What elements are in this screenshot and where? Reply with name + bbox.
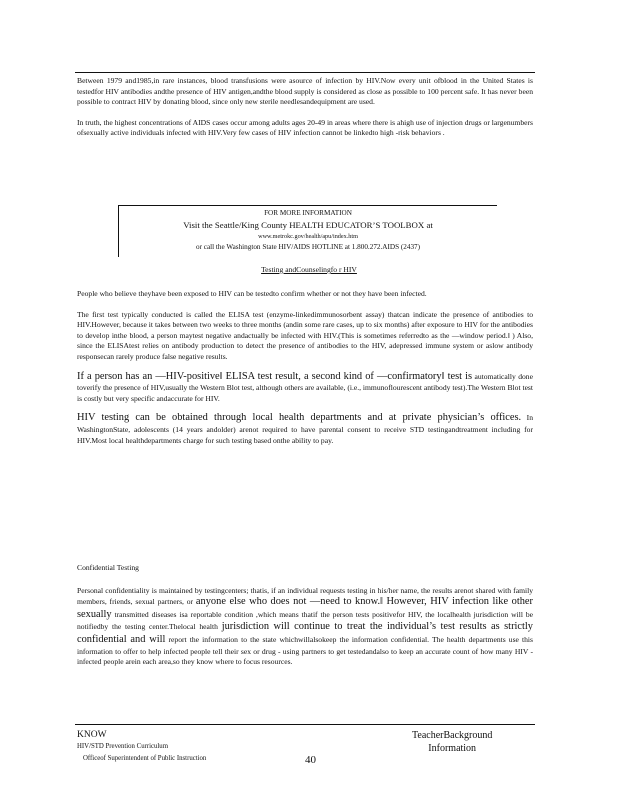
- confidential-text-4: jurisdiction will continue to treat the individual’s test results as strictly confidential and will: [77, 621, 533, 645]
- confidential-text-3: transmitted diseases isa reportable condition ,which means thatif the person tests positivefor HIV, the localhealth jurisdiction will be notifiedby the testing center.Thelocal health: [77, 609, 533, 632]
- page-number: 40: [305, 754, 316, 766]
- info-box-heading: FOR MORE INFORMATION: [264, 209, 352, 217]
- testing-paragraph-2: The first test typically conducted is called the ELISA test (enzyme-linkedimmunosorbent assay) thatcan indicate the presence of antibodies to HIV.However, because it takes between two weeks to three months (andin some rare cases, up to six months) after exposure to HIV for the antibodies to develop inthe blood, a person maytest negative andactually be infected with HIV.(This is sometimes referredto as the ―window period.‖ ) Also, since the ELISAtest relies on antibody production to detect the presence of antibodies to the HIV, adepressed immune system or aslow antibody responsecan rarely produce false negative results.: [77, 309, 533, 361]
- confidential-text-5: report the information to the state whichwillalsokeep the information confidential. The health departments use this information to offer to help infected people tell their sex or drug - using partners to get testedandalso to keep an accurate count of how many HIV -infected people arein each area,so they know where to focus resources.: [77, 634, 533, 667]
- footer-know: KNOW: [77, 730, 107, 740]
- footer-right: [412, 729, 492, 755]
- intro-section: [77, 76, 533, 139]
- confidential-text-2: anyone else who does not ―need to know.‖ However, HIV infection like other sexually: [77, 596, 533, 620]
- info-box-hotline: or call the Washington State HIV/AIDS HOTLINE at 1.800.272.AIDS (2437): [195, 243, 421, 251]
- confidential-heading: Confidential Testing: [77, 563, 139, 572]
- testing-paragraph-3-lead: If a person has an ―HIV-positive‖ ELISA test result, a second kind of ―confirmatory‖ test is: [77, 370, 473, 382]
- footer-left: [77, 729, 206, 765]
- testing-paragraph-4-lead: HIV testing can be obtained through local health departments and at private physician’s offices.: [77, 412, 522, 424]
- testing-paragraph-4: [77, 412, 533, 446]
- footer-curriculum: HIV/STD Prevention Curriculum: [77, 743, 168, 750]
- info-box-url[interactable]: www.metrokc.gov/health/apu/index.htm: [258, 233, 358, 240]
- footer-teacher-background: TeacherBackground: [412, 730, 493, 741]
- footer-office: Officeof Superintendent of Public Instruction: [83, 755, 207, 762]
- intro-paragraph-1: Between 1979 and1985,in rare instances, blood transfusions were asource of infection by HIV.Now every unit ofblood in the United States is testedfor HIV antibodies andthe presence of HIV antigen,andthe blood supply is considered as close as possible to 100 percent safe. It has never been possible to contract HIV by donating blood, since only new sterile needlesandequipment are used.: [77, 76, 533, 107]
- testing-paragraph-3: [77, 371, 533, 405]
- confidential-text-1: Personal confidentiality is maintained by testingcenters; thatis, if an individual requests testing in his/her name, the results arenot shared with family members, friends, sexual partners, or: [77, 585, 533, 607]
- testing-paragraph-4-rest: In WashingtonState, adolescents (14 years andolder) arenot required to have parental consent to receive STD testingandtreatment including for HIV.Most local healthdepartments charge for such testing based onthe ability to pay.: [77, 413, 533, 445]
- info-box-visit-line: Visit the Seattle/King County HEALTH EDUCATOR’S TOOLBOX at: [183, 220, 433, 230]
- confidential-section: [77, 563, 533, 668]
- testing-section: [77, 289, 533, 446]
- testing-paragraph-1: People who believe theyhave been exposed to HIV can be testedto confirm whether or not they have been infected.: [77, 289, 427, 298]
- section-heading: Testing andCounselingfo r HIV: [261, 265, 357, 274]
- confidential-paragraph: [77, 586, 533, 668]
- footer-information: Information: [428, 743, 477, 754]
- footer-rule: [75, 724, 535, 725]
- more-information-box: [118, 205, 497, 257]
- testing-paragraph-3-rest: automatically done toverify the presence of HIV,usually the Western Blot test, although others are available, (i.e., immunoflourescent antibody test).The Western Blot test is costly but very specific andaccurate for HIV.: [77, 371, 533, 403]
- intro-paragraph-2: In truth, the highest concentrations of AIDS cases occur among adults ages 20-49 in areas where there is ahigh use of injection drugs or largenumbers ofsexually active individuals infected with HIV.Very few cases of HIV infection cannot be linkedto high -risk behaviors .: [77, 117, 533, 138]
- top-rule: [75, 72, 535, 73]
